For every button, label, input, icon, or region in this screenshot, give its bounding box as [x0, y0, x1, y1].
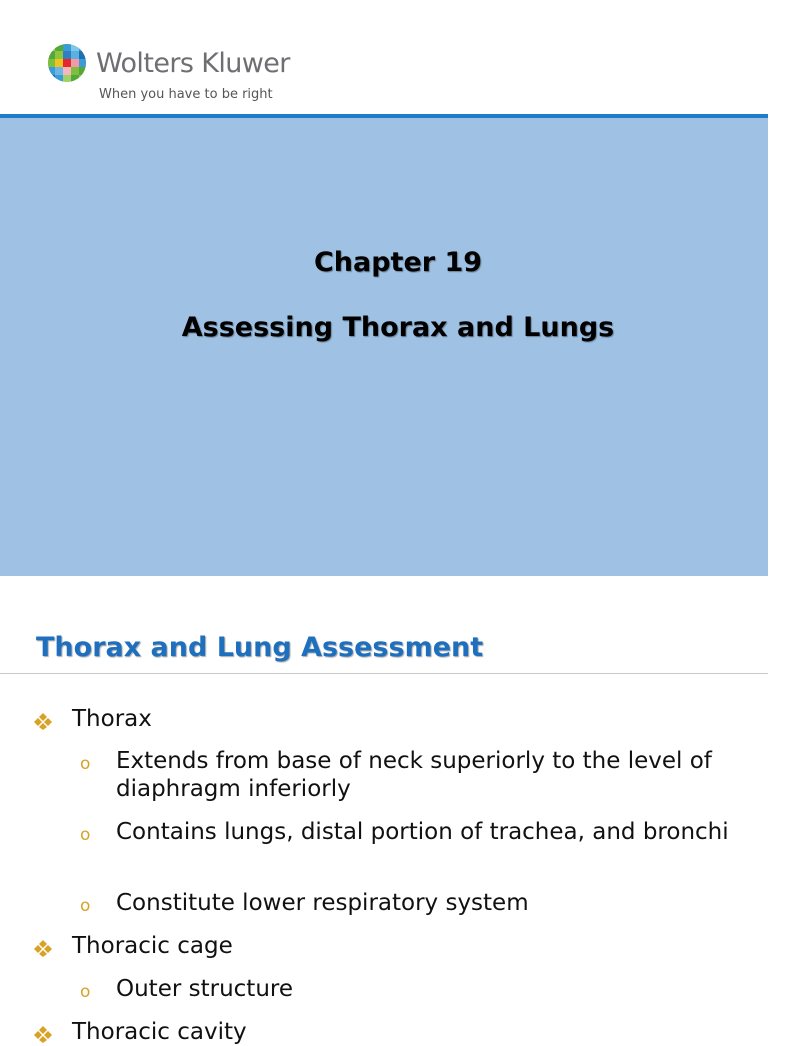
circle-bullet-icon: o — [80, 754, 91, 774]
circle-bullet-icon: o — [80, 896, 91, 916]
title-divider — [0, 673, 768, 674]
chapter-title: Assessing Thorax and Lungs — [181, 312, 615, 343]
list-item: Thoracic cage — [72, 933, 233, 959]
list-subitem: Contains lungs, distal portion of trachea, and bronchi — [116, 819, 729, 845]
list-subitem: Extends from base of neck superiorly to the level of diaphragm inferiorly — [116, 748, 712, 802]
slide-header — [0, 0, 768, 116]
list-item: Thoracic cavity — [72, 1019, 247, 1045]
logo-wordmark: Wolters Kluwer — [96, 48, 290, 79]
logo-tagline: When you have to be right — [99, 87, 273, 102]
wolters-kluwer-logo-icon — [47, 43, 87, 83]
diamond-bullet-icon — [34, 1025, 52, 1043]
diamond-bullet-icon — [34, 939, 52, 957]
list-subitem: Constitute lower respiratory system — [116, 890, 529, 916]
title-band — [0, 118, 768, 576]
list-item: Thorax — [72, 706, 152, 732]
circle-bullet-icon: o — [80, 825, 91, 845]
chapter-number: Chapter 19 — [313, 247, 483, 278]
diamond-bullet-icon — [34, 712, 52, 730]
list-subitem: Outer structure — [116, 976, 293, 1002]
circle-bullet-icon: o — [80, 982, 91, 1002]
slide-title: Thorax and Lung Assessment — [36, 632, 484, 663]
